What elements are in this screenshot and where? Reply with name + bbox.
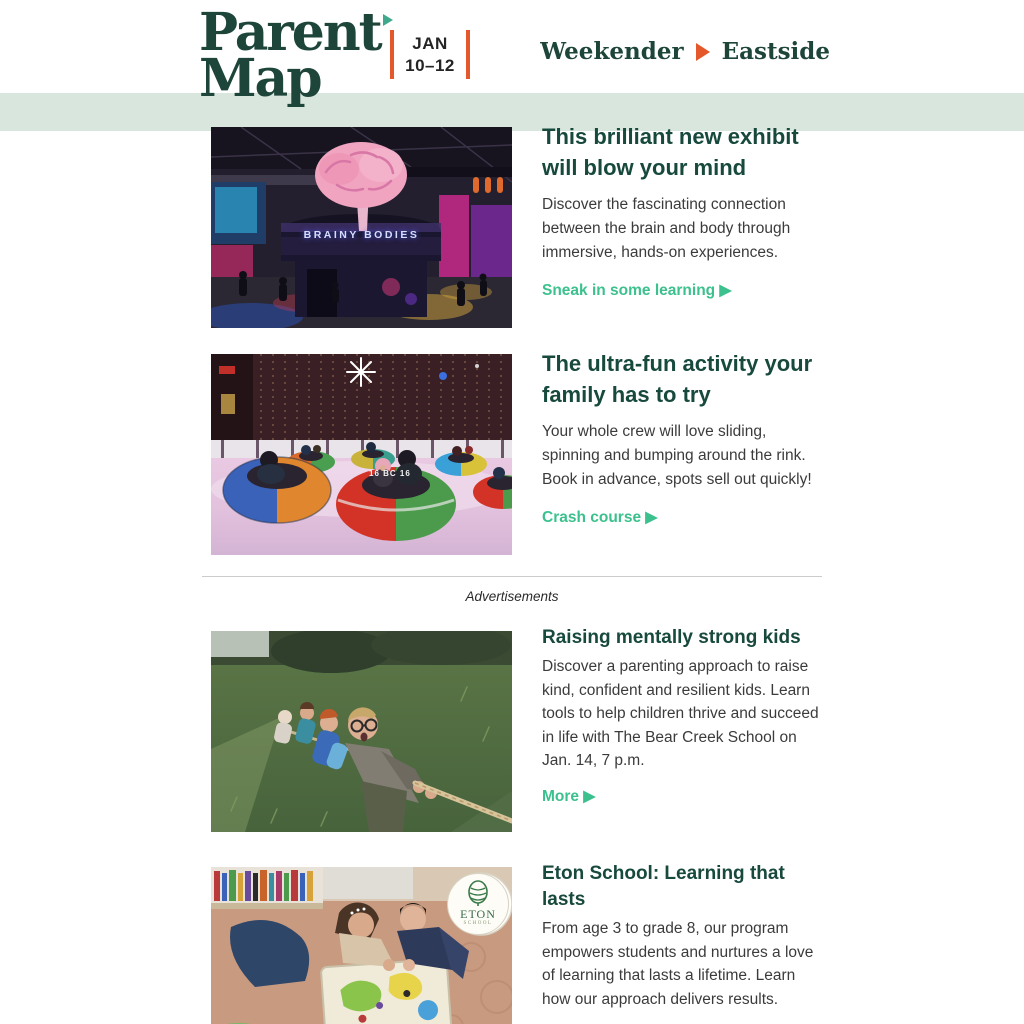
article-image-ice-bumper-cars[interactable] — [211, 354, 512, 555]
eton-pinecone-icon — [466, 880, 490, 906]
ad-body: From age 3 to grade 8, our program empowers students and nurtures a love of learning that lasts a lifetime. Learn how our approach delivers results. — [542, 920, 814, 1008]
article-title[interactable]: The ultra-fun activity your family has to try — [542, 351, 813, 407]
edition-title — [540, 38, 830, 65]
logo-arrow-icon — [383, 14, 393, 26]
date-month: JAN — [412, 33, 448, 53]
article-body: Discover the fascinating connection between the brain and body through immersive, hands-on experiences. — [542, 196, 791, 261]
article-body: Your whole crew will love sliding, spinning and bumping around the rink. Book in advance, spots sell out quickly! — [542, 423, 812, 488]
eton-logo-name: ETON — [460, 907, 496, 921]
edition-eastside: Eastside — [721, 38, 830, 65]
ad-cta-link[interactable]: More ▶ — [542, 787, 596, 805]
advertisements-label: Advertisements — [465, 589, 559, 604]
newsletter-body — [202, 124, 822, 1024]
parentmap-logo[interactable] — [199, 2, 381, 109]
ad-content — [542, 625, 822, 806]
article-content — [542, 348, 822, 527]
brainy-bodies-illustration — [211, 127, 512, 328]
ad-image-eton-school[interactable] — [211, 867, 512, 1024]
date-days: 10–12 — [405, 55, 455, 75]
logo-word-parent: Parent — [199, 2, 381, 63]
logo-text-map: Map — [199, 47, 321, 109]
ad-image-tug-of-war[interactable] — [211, 631, 512, 832]
section-divider — [202, 576, 822, 577]
article-title[interactable]: This brilliant new exhibit will blow your mind — [542, 124, 799, 180]
article-cta-link[interactable]: Crash course ▶ — [542, 509, 658, 526]
header-band — [0, 93, 1024, 131]
ad-title[interactable]: Eton School: Learning that lasts — [542, 863, 785, 910]
article-cta-link[interactable]: Sneak in some learning ▶ — [542, 282, 732, 299]
issue-date — [390, 30, 470, 79]
article-content — [542, 121, 822, 300]
ice-bumper-cars-illustration — [211, 354, 512, 555]
eton-school-logo — [447, 873, 509, 935]
ad-content — [542, 861, 822, 1024]
article-image-brainy-bodies[interactable] — [211, 127, 512, 328]
edition-weekender: Weekender — [540, 38, 684, 65]
header — [0, 0, 1024, 109]
bumper-car-number-text: 16 BC 16 — [369, 469, 411, 478]
article-row-bumper-cars — [202, 351, 822, 555]
ad-body: Discover a parenting approach to raise kind, confident and resilient kids. Learn tools to help children thrive and succeed in life with The Bear Creek School on Jan. 14, 7 p.m. — [542, 658, 819, 769]
tug-of-war-illustration — [211, 631, 512, 832]
eton-logo-subname: SCHOOL — [463, 921, 493, 926]
ad-row-bear-creek — [202, 627, 822, 832]
arrow-right-icon — [696, 43, 710, 61]
article-row-exhibit — [202, 124, 822, 328]
ad-title[interactable]: Raising mentally strong kids — [542, 627, 801, 648]
ad-row-eton-school — [202, 863, 822, 1024]
brainy-bodies-sign-text: BRAINY BODIES — [303, 229, 420, 241]
date-bar-right — [466, 30, 470, 79]
